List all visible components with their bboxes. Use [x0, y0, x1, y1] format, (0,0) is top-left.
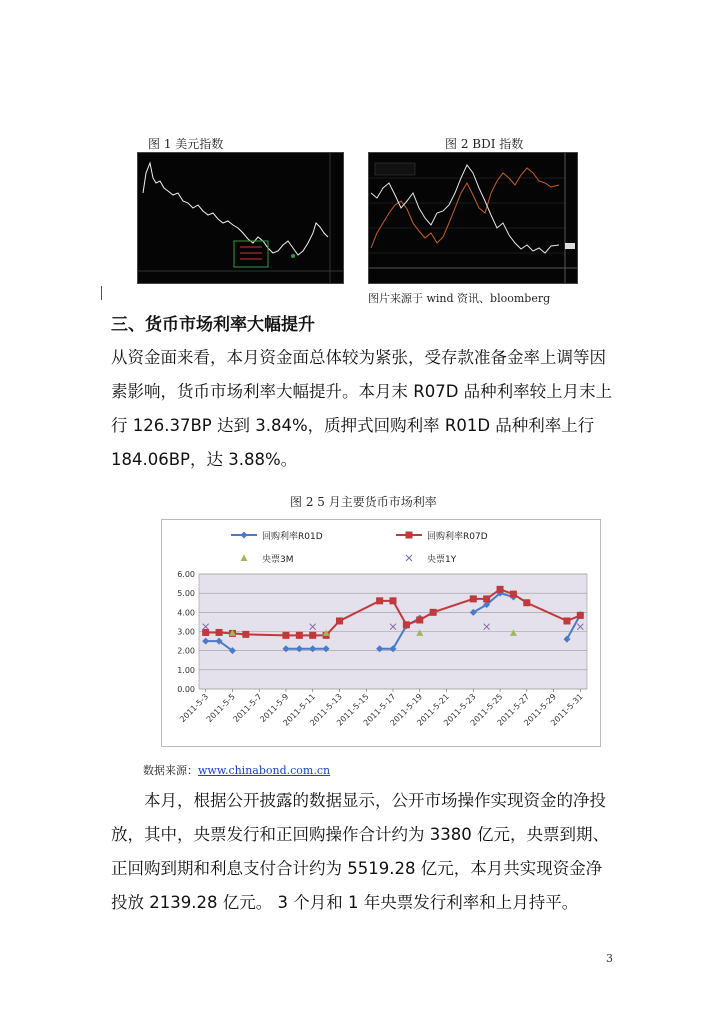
- x-tick-label: 2011-5-23: [442, 692, 478, 728]
- legend-label: 央票1Y: [427, 555, 457, 565]
- legend-marker: [406, 532, 413, 539]
- x-tick-label: 2011-5-19: [388, 692, 425, 728]
- y-tick-label: 5.00: [177, 589, 195, 599]
- y-tick-label: 0.00: [177, 685, 195, 694]
- y-tick-label: 2.00: [177, 646, 195, 656]
- dollar-index-figure: [137, 152, 344, 284]
- data-source-link[interactable]: www.chinabond.com.cn: [198, 764, 331, 777]
- x-tick-label: 2011-5-5: [204, 692, 237, 725]
- series-1-point: [309, 632, 316, 639]
- image-source-note: 图片来源于 wind 资讯、bloomberg: [368, 292, 551, 305]
- series-1-point: [296, 632, 303, 639]
- legend-label: 回购利率R07D: [427, 532, 488, 542]
- series-1-point: [523, 599, 530, 606]
- series-1-point: [483, 595, 490, 602]
- x-tick-label: 2011-5-29: [522, 692, 558, 728]
- series-1-point: [577, 612, 584, 619]
- paragraph-open-market: 本月，根据公开披露的数据显示，公开市场操作实现资金的净投放，其中，央票发行和正回购操作合计约为 3380 亿元，央票到期、正回购到期和利息支付合计约为 5519.28 亿元，本月共实现资金净投放 2139.28 亿元。 3 个月和 1 年央票发行利率和上月持平。: [111, 791, 609, 912]
- series-1-point: [510, 591, 517, 598]
- x-tick-label: 2011-5-13: [308, 692, 344, 728]
- section-title: 三、货币市场利率大幅提升: [111, 315, 315, 335]
- figure2-caption: 图 2 BDI 指数: [445, 137, 524, 151]
- x-tick-label: 2011-5-25: [468, 692, 505, 728]
- series-1-point: [336, 617, 343, 624]
- money-market-rate-chart: [161, 519, 601, 747]
- x-tick-label: 2011-5-17: [361, 692, 398, 728]
- dollar-index-graphic: [138, 153, 343, 283]
- series-1-point: [282, 632, 289, 639]
- series-1-point: [430, 609, 437, 616]
- divider-mark: [101, 286, 102, 300]
- data-source: [143, 762, 330, 778]
- series-1-point: [403, 621, 410, 628]
- series-1-point: [563, 617, 570, 624]
- y-tick-label: 3.00: [177, 627, 195, 637]
- y-tick-label: 1.00: [177, 665, 195, 675]
- y-tick-label: 6.00: [177, 570, 195, 579]
- page-number: 3: [606, 952, 613, 965]
- x-tick-label: 2011-5-3: [178, 692, 211, 725]
- series-1-point: [390, 597, 397, 604]
- x-tick-label: 2011-5-15: [335, 692, 371, 728]
- series-1-point: [376, 597, 383, 604]
- bdi-index-graphic: [369, 153, 577, 283]
- x-tick-label: 2011-5-11: [281, 692, 318, 728]
- legend-label: 回购利率R01D: [262, 532, 323, 542]
- rate-chart-svg: [161, 519, 601, 747]
- x-tick-label: 2011-5-7: [231, 692, 264, 725]
- figure1-caption: 图 1 美元指数: [148, 137, 224, 151]
- legend-label: 央票3M: [262, 555, 294, 565]
- data-source-label: 数据来源：: [143, 764, 198, 777]
- y-tick-label: 4.00: [177, 608, 195, 618]
- x-tick-label: 2011-5-9: [258, 692, 291, 725]
- series-1-point: [470, 595, 477, 602]
- series-1-point: [242, 631, 249, 638]
- series-1-point: [497, 586, 504, 593]
- x-tick-label: 2011-5-21: [415, 692, 451, 728]
- series-1-point: [202, 629, 209, 636]
- chart-caption: 图 2 5 月主要货币市场利率: [290, 495, 437, 509]
- x-tick-label: 2011-5-31: [549, 692, 585, 728]
- series-1-point: [216, 629, 223, 636]
- paragraph-funding: 从资金面来看，本月资金面总体较为紧张，受存款准备金率上调等因素影响，货币市场利率大幅提升。本月末 R07D 品种利率较上月末上行 126.37BP 达到 3.84%，质押式回购利率 R01D 品种利率上行 184.06BP，达 3.88%。: [111, 348, 613, 469]
- x-tick-label: 2011-5-27: [495, 692, 532, 728]
- series-1-point: [416, 617, 423, 624]
- bdi-index-figure: [368, 152, 578, 284]
